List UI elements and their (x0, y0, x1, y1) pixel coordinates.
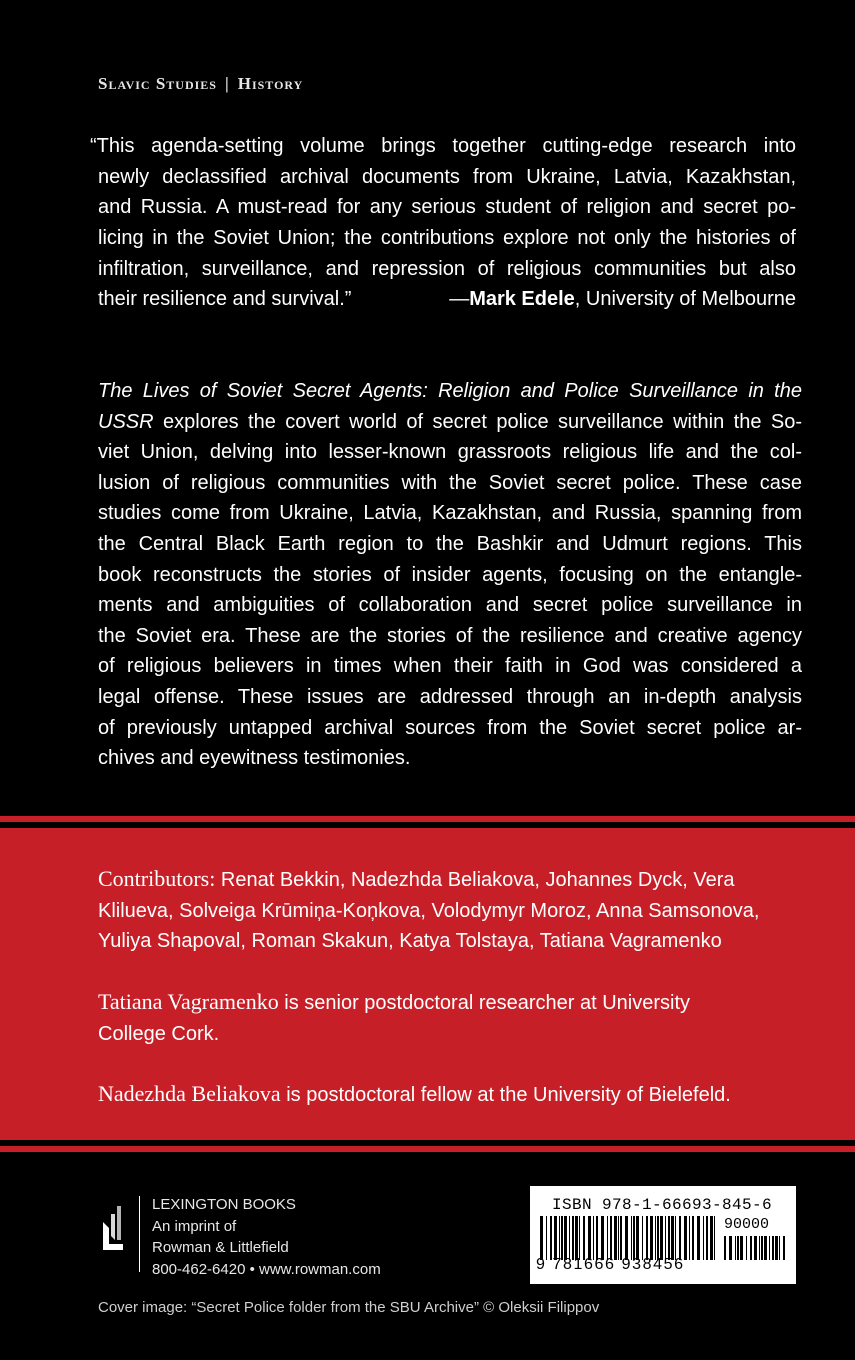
cover-image-credit: Cover image: “Secret Police folder from the SBU Archive” © Oleksii Filippov (98, 1299, 600, 1316)
contributors-label: Contributors: (98, 866, 216, 891)
blurb-line: the Soviet era. These are the stories of the resilience and creative agency (98, 624, 802, 647)
book-description (98, 376, 802, 774)
contributors-line (98, 864, 802, 896)
category-label (98, 74, 303, 94)
attribution-name: Mark Edele (469, 288, 575, 311)
blurb-line: studies come from Ukraine, Latvia, Kazakhstan, and Russia, spanning from (98, 502, 802, 525)
publisher-imprint: An imprint of (152, 1217, 237, 1235)
blurb-line-text: explores the covert world of secret police surveillance within the So- (153, 410, 802, 433)
quote-closing-text: their resilience and survival.” (98, 288, 352, 311)
lexington-logo-icon (97, 1196, 127, 1260)
category-separator: | (224, 74, 230, 93)
publisher-contact: 800-462-6420 • www.rowman.com (152, 1260, 381, 1278)
contributors-line: Klilueva, Solveiga Krūmiņa-Koņkova, Volodymyr Moroz, Anna Samsonova, (98, 899, 760, 922)
blurb-line: of religious believers in times when their faith in God was considered a (98, 655, 802, 678)
publisher-name: LEXINGTON BOOKS (152, 1196, 296, 1213)
publisher-divider (139, 1196, 140, 1272)
blurb-line: of previously untapped archival sources from the Soviet secret police ar- (98, 716, 802, 739)
editor-bio (98, 986, 802, 1050)
barcode-bars-icon (540, 1216, 716, 1260)
blurb-line: viet Union, delving into lesser-known grassroots religious life and the col- (98, 441, 802, 464)
price-barcode-icon (724, 1236, 786, 1260)
contributors-line: Yuliya Shapoval, Roman Skakun, Katya Tolstaya, Tatiana Vagramenko (98, 930, 722, 952)
blurb-line: legal offense. These issues are addressed through an in-depth analysis (98, 685, 802, 708)
endorsement-quote (90, 131, 796, 315)
editor-name: Nadezhda Beliakova (98, 1081, 281, 1106)
editor-bio-text: is senior postdoctoral researcher at University (278, 992, 690, 1014)
blurb-line: book reconstructs the stories of insider agents, focusing on the entangle- (98, 563, 802, 586)
publisher-info (152, 1194, 381, 1280)
attribution-dash: — (449, 288, 470, 311)
quote-attribution (449, 284, 796, 315)
blurb-last-line: chives and eyewitness testimonies. (98, 747, 411, 770)
isbn-number: ISBN 978-1-66693-845-6 (552, 1196, 773, 1214)
editor-bio (98, 1078, 802, 1111)
quote-line: infiltration, surveillance, and repression of religious communities but also (98, 257, 796, 280)
blurb-line (98, 407, 802, 438)
red-stripe-bottom (0, 1146, 855, 1152)
editor-name: Tatiana Vagramenko (98, 989, 279, 1014)
publisher-parent: Rowman & Littlefield (152, 1239, 289, 1256)
quote-line: “This agenda-setting volume brings together cutting-edge research into (90, 135, 796, 157)
category-slavic-studies: Slavic Studies (98, 74, 217, 93)
blurb-line: the Central Black Earth region to the Bashkir and Udmurt regions. This (98, 532, 802, 555)
price-code: 90000 (724, 1216, 770, 1233)
blurb-line: lusion of religious communities with the Soviet secret police. These case (98, 471, 802, 494)
editor-bio-text-cont: College Cork. (98, 1023, 220, 1045)
blurb-title-line (98, 376, 802, 407)
ean-number: 9 781666 938456 (536, 1256, 685, 1273)
blurb-line: ments and ambiguities of collaboration and secret police surveillance in (98, 594, 802, 617)
quote-line: and Russia. A must-read for any serious student of religion and secret po- (98, 196, 796, 219)
book-title-part2: USSR (98, 410, 154, 433)
contributors-names: Renat Bekkin, Nadezhda Beliakova, Johannes Dyck, Vera (215, 869, 735, 891)
quote-last-line (90, 284, 796, 315)
isbn-barcode (530, 1186, 796, 1284)
contributors-list (98, 864, 802, 957)
editor-bio-text: is postdoctoral fellow at the University of Bielefeld. (280, 1084, 731, 1106)
quote-line: licing in the Soviet Union; the contributions explore not only the histories of (98, 227, 796, 250)
attribution-affiliation: , University of Melbourne (574, 288, 796, 311)
book-title-part1: The Lives of Soviet Secret Agents: Religion and Police Surveillance in the (98, 380, 802, 402)
category-history: History (237, 74, 304, 93)
quote-line: newly declassified archival documents from Ukraine, Latvia, Kazakhstan, (98, 165, 796, 188)
